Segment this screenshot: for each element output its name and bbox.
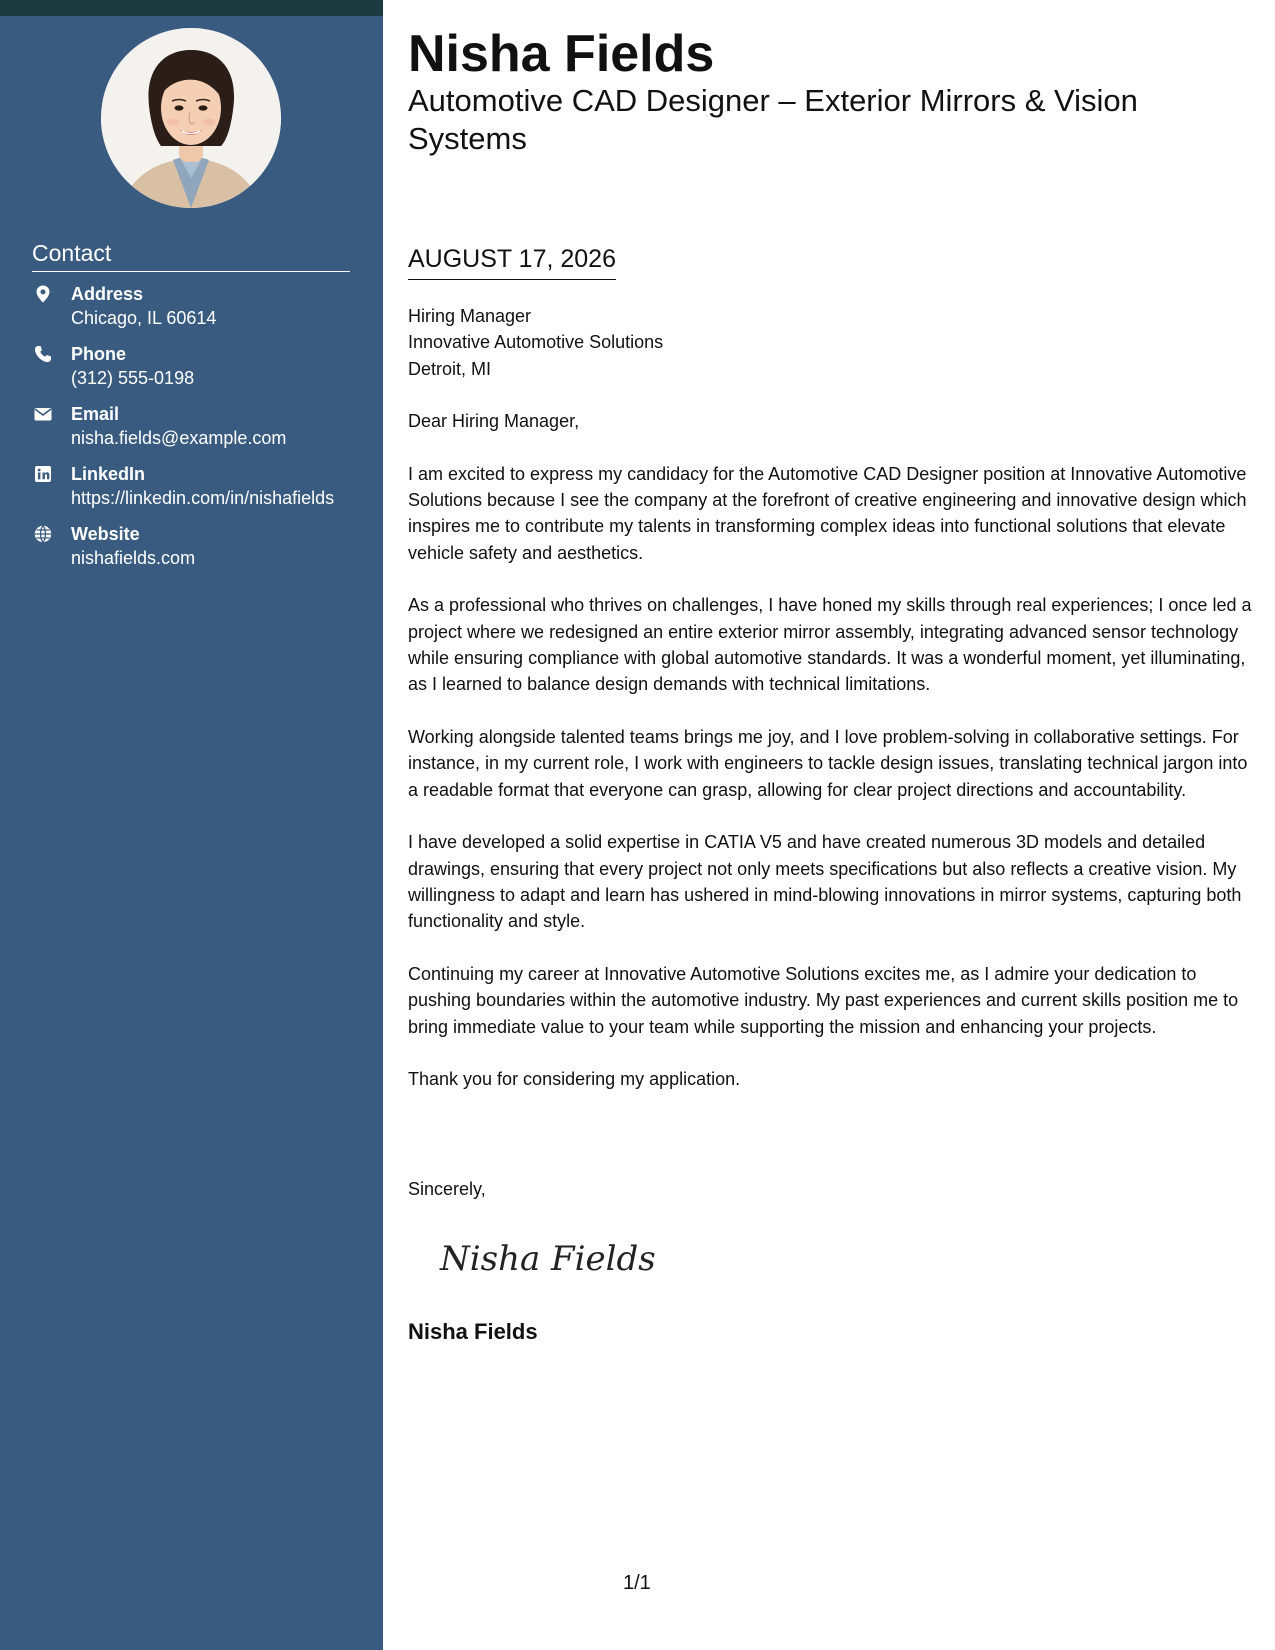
letter-paragraph: Working alongside talented teams brings me joy, and I love problem-solving in collaborative settings. For instance, in my current role, I work with engineers to tackle design issues, translating technical jargon into a readable format that everyone can grasp, allowing for clear project directions and accountability. [408, 726, 1248, 800]
phone-label: Phone [71, 344, 127, 364]
letter-paragraph: As a professional who thrives on challenges, I have honed my skills through real experiences; I once led a project where we redesigned an entire exterior mirror assembly, integrating advanced sensor technology while ensuring compliance with global automotive standards. It was a wonderful moment, yet illuminating, as I learned to balance design demands with technical limitations. [408, 595, 1252, 695]
page-number: 1/1 [623, 1572, 651, 1594]
contact-item-website [32, 522, 352, 570]
phone-icon [33, 344, 53, 364]
letter-date: AUGUST 17, 2026 [408, 243, 616, 280]
envelope-icon [33, 404, 53, 424]
website-value[interactable]: nishafields.com [71, 548, 196, 568]
linkedin-icon [33, 464, 53, 484]
recipient-block [408, 303, 1253, 382]
contact-item-phone [32, 342, 352, 390]
contact-item-address [32, 282, 352, 330]
salutation: Dear Hiring Manager, [408, 411, 580, 432]
sidebar-top-bar [0, 0, 383, 16]
letter-paragraph: Continuing my career at Innovative Automotive Solutions excites me, as I admire your dedication to pushing boundaries within the automotive industry. My past experiences and current skills position me to bring immediate value to your team while supporting the mission and enhancing your projects. [408, 963, 1239, 1037]
letter-paragraph: I have developed a solid expertise in CATIA V5 and have created numerous 3D models and detailed drawings, ensuring that every project not only meets specifications but also reflects a creative vision. My willingness to adapt and learn has ushered in mind-blowing innovations in mirror systems, capturing both functionality and style. [408, 832, 1242, 932]
contact-item-linkedin [32, 462, 352, 510]
recipient-line: Detroit, MI [408, 358, 492, 379]
sidebar [0, 0, 383, 1650]
globe-icon [33, 524, 53, 544]
svg-text:Nisha Fields: Nisha Fields [440, 1239, 656, 1279]
avatar [101, 28, 281, 208]
address-label: Address [71, 284, 144, 304]
linkedin-label: LinkedIn [71, 464, 146, 484]
map-pin-icon [33, 284, 53, 304]
letter-paragraph: Thank you for considering my application. [408, 1068, 741, 1089]
recipient-line: Innovative Automotive Solutions [408, 332, 664, 353]
phone-value: (312) 555-0198 [71, 368, 195, 388]
website-label: Website [71, 524, 140, 544]
linkedin-value[interactable]: https://linkedin.com/in/nishafields [71, 488, 335, 508]
contact-item-email [32, 402, 352, 450]
signature-image [434, 1228, 674, 1288]
contact-list [32, 282, 352, 582]
applicant-name: Nisha Fields [408, 25, 715, 83]
signed-name: Nisha Fields [408, 1319, 538, 1344]
email-value[interactable]: nisha.fields@example.com [71, 428, 287, 448]
job-title: Automotive CAD Designer – Exterior Mirrors & Vision Systems [408, 83, 1138, 156]
letter-paragraph: I am excited to express my candidacy for the Automotive CAD Designer position at Innovative Automotive Solutions because I see the company at the forefront of creative engineering and innovative design which inspires me to contribute my talents in transforming complex ideas into functional solutions that elevate vehicle safety and aesthetics. [408, 463, 1247, 563]
recipient-line: Hiring Manager [408, 306, 532, 326]
contact-heading: Contact [32, 238, 350, 272]
letter-body [408, 303, 1253, 1092]
address-value: Chicago, IL 60614 [71, 308, 217, 328]
closing: Sincerely, [408, 1179, 486, 1199]
email-label: Email [71, 404, 120, 424]
